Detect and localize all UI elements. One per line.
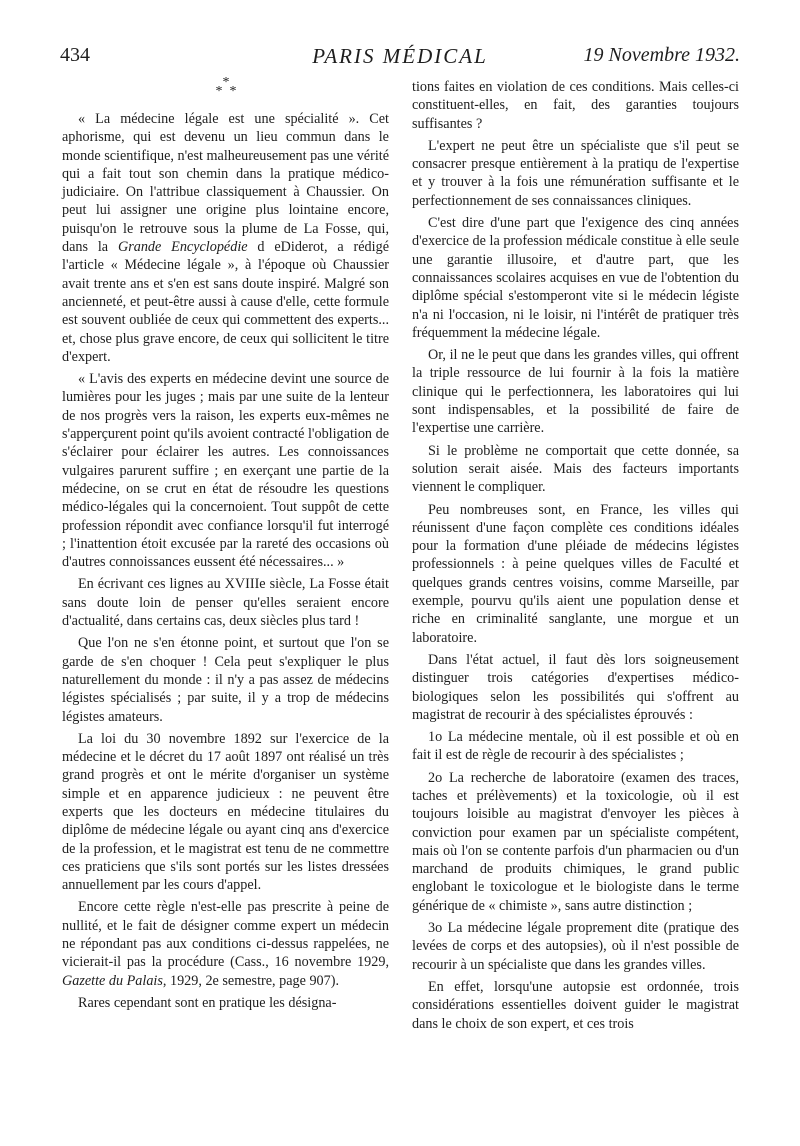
list-item-3: 3o La médecine légale proprement dite (pratique des levées de corps et des autopsies), où il n'est possible de recourir à un spécialiste que dans les grandes villes. [412, 920, 739, 973]
paragraph: La loi du 30 novembre 1892 sur l'exercice de la médecine et le décret du 17 août 1897 ont réalisé un très grand progrès et ont le mérite d'organiser un système simple et en apparence judicieux : ne peuvent être experts que les docteurs en médecine titulaires du diplôme de médecine légale ou ayant cinq ans d'exercice de la profession, et le magistrat est tenu de ne commettre ces praticiens que s'ils sont portés sur les listes dressées annuellement par les cours d'appel. [62, 730, 389, 894]
issue-date: 19 Novembre 1932. [583, 44, 740, 66]
right-column [412, 78, 739, 1037]
paragraph: Encore cette règle n'est-elle pas prescrite à peine de nullité, et le fait de désigner comme expert un médecin ne répondant pas aux conditions ci-dessus rappelées, ne vicierait-il pas la procédure (Cass., 16 novembre 1929, Gazette du Palais, 1929, 2e semestre, page 907). [62, 899, 389, 989]
paragraph: « L'avis des experts en médecine devint une source de lumières pour les juges ; mais par une suite de la lenteur de nos progrès vers la raison, les experts eux-mêmes ne s'apperçurent point qu'ils avoient contracté l'obligation de s'éclairer pour éclairer les autres. Les connoissances vulgaires parurent suffire ; en exerçant une partie de la médecine, on se crut en état de résoudre les questions médico-légales qui la concernoient. Tout suppôt de cette profession répondit avec confiance lorsqu'il fut interrogé ; l'inattention étoit excusée par la rareté des occasions où d'autres connoissances eussent été nécessaires... » [62, 371, 389, 571]
paragraph: Que l'on ne s'en étonne point, et surtout que l'on se garde de s'en choquer ! Cela peut s'expliquer le plus naturellement du monde : il n'y a pas assez de médecins légistes spécialisés ; par suite, il y a trop de médecins légistes amateurs. [62, 635, 389, 725]
paragraph: « La médecine légale est une spécialité ». Cet aphorisme, qui est devenu un lieu commun dans le monde scientifique, n'est malheureusement pas une vérité qui a fait tout son chemin dans la pratique médico-judiciaire. On l'attribue classiquement à Chaussier. On peut lui assigner une origine plus lointaine encore, puisqu'on le retrouve sous la plume de La Fosse, qui, dans la Grande Encyclopédie d eDiderot, a rédigé l'article « Médecine légale », à l'époque où Chaussier avait trente ans et s'en est sans doute inspiré. Malgré son ancienneté, et peut-être aussi à cause d'elle, cette formule est souvent oubliée de ceux qui commettent des experts... et, chose plus grave encore, de ceux qui sollicitent le titre d'expert. [62, 111, 389, 365]
paragraph: En effet, lorsqu'une autopsie est ordonnée, trois considérations essentielles doivent guider le magistrat dans le choix de son expert, et ces trois [412, 978, 739, 1032]
asterism-star: * [215, 84, 223, 99]
asterism-star: * [222, 75, 230, 90]
page-number: 434 [60, 44, 90, 66]
paragraph: Or, il ne le peut que dans les grandes villes, qui offrent la triple ressource de lui fournir à la fois la matière clinique qui le perfectionnera, les laboratoires qui lui sont indispensables, et la possibilité de faire de l'expertise une carrière. [412, 347, 739, 437]
list-item-2: 2o La recherche de laboratoire (examen des traces, taches et prélèvements) et la toxicologie, où il est toujours loisible au magistrat d'envoyer les pièces à conviction pour examen par un spécialiste compétent, mais où l'on se contente parfois d'un pharmacien ou d'un marchand de produits chimiques, le grand public englobant le toxicologue et le biologiste dans le terme générique de « chimiste », sans autre distinction ; [412, 769, 739, 914]
paragraph: Rares cependant sont en pratique les désigna- [78, 994, 337, 1011]
paragraph: En écrivant ces lignes au XVIIIe siècle, La Fosse était sans doute loin de penser qu'elles seraient encore d'actualité, dans certains cas, deux siècles plus tard ! [62, 576, 389, 630]
paragraph: L'expert ne peut être un spécialiste que s'il peut se consacrer presque entièrement à la pratiqu de l'expertise et y trouver à la fois une rémunération suffisante et le perfectionnement de ses connaissances cliniques. [412, 137, 739, 209]
paragraph-continued: tions faites en violation de ces conditions. Mais celles-ci constituent-elles, en fait, des garanties toujours suffisantes ? [412, 79, 739, 132]
page-header [60, 44, 740, 74]
list-item-1: 1o La médecine mentale, où il est possible et où en fait il est de règle de recourir à des spécialistes ; [412, 729, 739, 764]
paragraph: C'est dire d'une part que l'exigence des cinq années d'exercice de la profession médicale constitue à elle seule une garantie illusoire, et d'autre part, que les connaissances scolaires acquises en vue de l'obtention du diplôme spécial s'estomperont vite si le médecin légiste n'a ni l'occasion, ni le loisir, ni l'intérêt de pratiquer très fréquemment la médecine légale. [412, 215, 739, 341]
asterism-star: * [229, 84, 237, 99]
paragraph: Si le problème ne comportait que cette donnée, sa solution serait aisée. Mais des facteurs importants viennent le compliquer. [412, 442, 739, 496]
paragraph: Dans l'état actuel, il faut dès lors soigneusement distinguer trois catégories d'expertises médico-biologiques selon les possibilités qui s'offrent au magistrat de recourir à des spécialistes éprouvés : [412, 651, 739, 723]
left-column [62, 75, 389, 1016]
journal-title: PARIS MÉDICAL [312, 44, 488, 68]
asterism-separator [62, 75, 389, 100]
paragraph: Peu nombreuses sont, en France, les villes qui réunissent d'une façon complète ces conditions idéales pour la formation d'une pléiade de médecins légistes professionnels : à peine quelques villes de Faculté et quelques grands centres voisins, comme Marseille, par exemple, pourvu qu'ils aient une population dense et riche en criminalité sanglante, une morgue et un laboratoire. [412, 501, 739, 646]
